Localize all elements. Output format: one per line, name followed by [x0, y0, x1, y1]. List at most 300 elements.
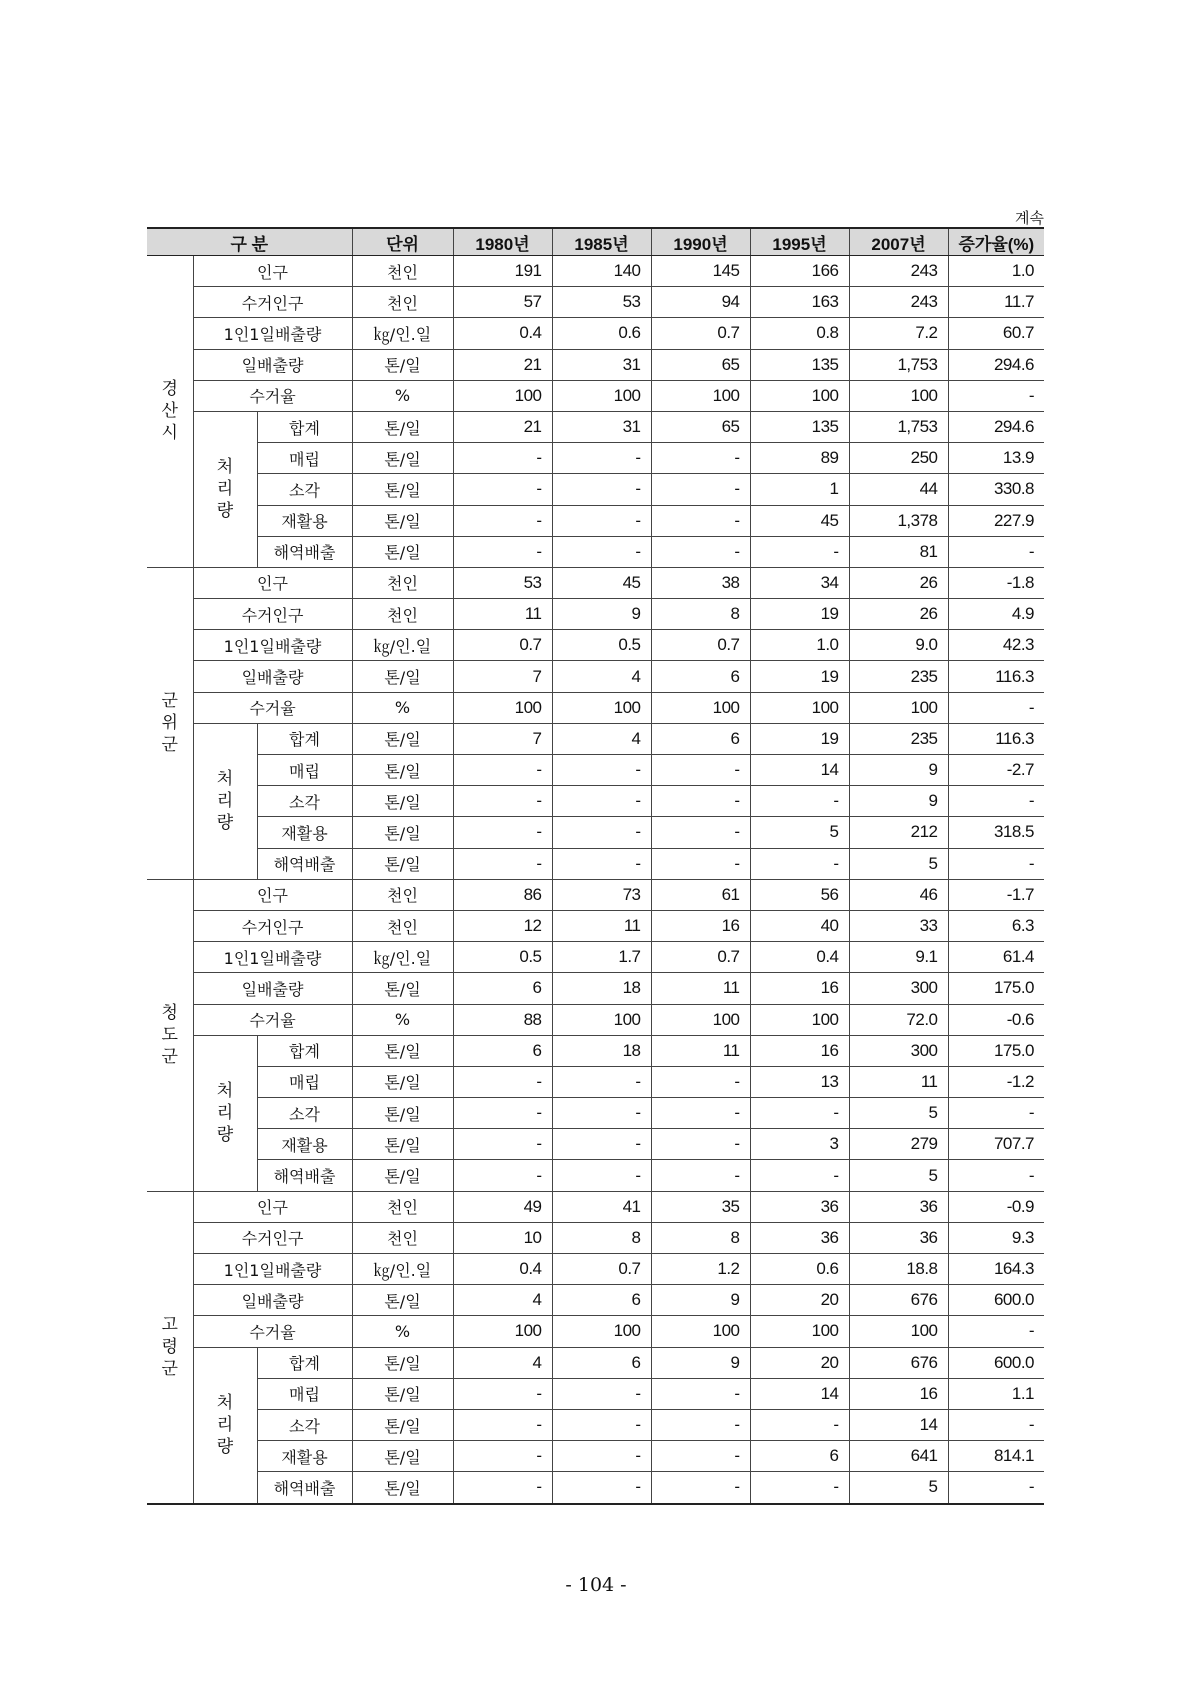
- value-cell: -: [552, 1472, 651, 1504]
- value-cell: 100: [651, 692, 750, 723]
- table-row: [147, 380, 1044, 411]
- header-row: [147, 228, 1044, 256]
- value-cell: 318.5: [948, 817, 1044, 848]
- value-cell: 9.1: [849, 942, 948, 973]
- value-cell: -: [552, 1129, 651, 1160]
- value-cell: 9: [651, 1347, 750, 1378]
- table-row: [147, 1191, 1044, 1222]
- value-cell: -: [651, 536, 750, 567]
- row-label: 수거인구: [193, 599, 352, 630]
- value-cell: 16: [849, 1378, 948, 1409]
- value-cell: 294.6: [948, 349, 1044, 380]
- unit-cell: ㎏/인.일: [352, 942, 453, 973]
- table-row: [147, 443, 1044, 474]
- value-cell: 65: [651, 349, 750, 380]
- table-row: [147, 1098, 1044, 1129]
- value-cell: -: [552, 1160, 651, 1191]
- row-label: 수거율: [193, 380, 352, 411]
- unit-cell: ㎏/인.일: [352, 1254, 453, 1285]
- table-row: [147, 817, 1044, 848]
- header-1995: 1995년: [750, 228, 849, 256]
- value-cell: 11: [651, 1035, 750, 1066]
- page-number: - 104 -: [565, 1574, 627, 1596]
- row-label: 합계: [257, 1035, 352, 1066]
- value-cell: 6: [552, 1285, 651, 1316]
- value-cell: 34: [750, 567, 849, 598]
- value-cell: 100: [453, 692, 552, 723]
- value-cell: 31: [552, 411, 651, 442]
- value-cell: 8: [651, 599, 750, 630]
- value-cell: 1.0: [750, 630, 849, 661]
- value-cell: 14: [849, 1409, 948, 1440]
- value-cell: 4: [453, 1347, 552, 1378]
- table-row: [147, 630, 1044, 661]
- table-row: [147, 1160, 1044, 1191]
- value-cell: 13.9: [948, 443, 1044, 474]
- row-label: 매립: [257, 1066, 352, 1097]
- value-cell: -: [651, 1472, 750, 1504]
- value-cell: 9: [849, 755, 948, 786]
- value-cell: -: [948, 380, 1044, 411]
- value-cell: 5: [849, 848, 948, 879]
- value-cell: 61.4: [948, 942, 1044, 973]
- value-cell: 65: [651, 411, 750, 442]
- value-cell: 89: [750, 443, 849, 474]
- value-cell: -: [651, 1066, 750, 1097]
- row-label: 합계: [257, 1347, 352, 1378]
- row-label: 인구: [193, 1191, 352, 1222]
- table-row: [147, 723, 1044, 754]
- row-label: 재활용: [257, 817, 352, 848]
- row-label: 소각: [257, 1098, 352, 1129]
- value-cell: 9.3: [948, 1222, 1044, 1253]
- value-cell: 60.7: [948, 318, 1044, 349]
- value-cell: 61: [651, 879, 750, 910]
- value-cell: 16: [651, 910, 750, 941]
- value-cell: -: [750, 1098, 849, 1129]
- table-row: [147, 318, 1044, 349]
- unit-cell: 톤/일: [352, 474, 453, 505]
- table-row: [147, 848, 1044, 879]
- treatment-label-cell: [193, 411, 257, 567]
- unit-cell: %: [352, 1004, 453, 1035]
- value-cell: -1.2: [948, 1066, 1044, 1097]
- continued-label: 계속: [1015, 209, 1044, 227]
- value-cell: 676: [849, 1285, 948, 1316]
- unit-cell: 천인: [352, 599, 453, 630]
- value-cell: 600.0: [948, 1285, 1044, 1316]
- value-cell: -: [453, 1160, 552, 1191]
- header-category: 구 분: [147, 228, 352, 256]
- value-cell: 36: [849, 1222, 948, 1253]
- value-cell: 0.7: [552, 1254, 651, 1285]
- value-cell: -: [552, 755, 651, 786]
- value-cell: 0.4: [750, 942, 849, 973]
- row-label: 해역배출: [257, 1472, 352, 1504]
- value-cell: 6: [651, 661, 750, 692]
- unit-cell: 톤/일: [352, 1378, 453, 1409]
- row-label: 1인1일배출량: [193, 942, 352, 973]
- value-cell: 100: [651, 380, 750, 411]
- unit-cell: 톤/일: [352, 411, 453, 442]
- table-row: [147, 692, 1044, 723]
- value-cell: -: [453, 443, 552, 474]
- row-label: 수거인구: [193, 910, 352, 941]
- value-cell: 100: [750, 1316, 849, 1347]
- value-cell: 41: [552, 1191, 651, 1222]
- value-cell: 641: [849, 1441, 948, 1472]
- unit-cell: 톤/일: [352, 1066, 453, 1097]
- value-cell: -: [552, 786, 651, 817]
- value-cell: 40: [750, 910, 849, 941]
- value-cell: 0.7: [651, 630, 750, 661]
- header-1990: 1990년: [651, 228, 750, 256]
- row-label: 매립: [257, 755, 352, 786]
- value-cell: 9: [552, 599, 651, 630]
- value-cell: 1.7: [552, 942, 651, 973]
- value-cell: -: [948, 536, 1044, 567]
- table-row: [147, 661, 1044, 692]
- value-cell: 235: [849, 723, 948, 754]
- value-cell: 18: [552, 1035, 651, 1066]
- value-cell: 57: [453, 287, 552, 318]
- value-cell: -: [651, 1409, 750, 1440]
- value-cell: -1.8: [948, 567, 1044, 598]
- value-cell: 116.3: [948, 723, 1044, 754]
- value-cell: -0.9: [948, 1191, 1044, 1222]
- value-cell: 0.5: [453, 942, 552, 973]
- value-cell: 5: [750, 817, 849, 848]
- value-cell: 100: [552, 380, 651, 411]
- table-row: [147, 1347, 1044, 1378]
- value-cell: -: [552, 1098, 651, 1129]
- treatment-label: 처리량: [216, 769, 234, 834]
- value-cell: -: [948, 692, 1044, 723]
- treatment-label: 처리량: [216, 457, 234, 522]
- value-cell: 100: [651, 1316, 750, 1347]
- value-cell: 8: [651, 1222, 750, 1253]
- value-cell: 19: [750, 661, 849, 692]
- row-label: 매립: [257, 443, 352, 474]
- region-name: 군위군: [161, 691, 178, 756]
- value-cell: 10: [453, 1222, 552, 1253]
- value-cell: 600.0: [948, 1347, 1044, 1378]
- value-cell: 4.9: [948, 599, 1044, 630]
- value-cell: -: [453, 817, 552, 848]
- table-row: [147, 879, 1044, 910]
- value-cell: 250: [849, 443, 948, 474]
- value-cell: 175.0: [948, 1035, 1044, 1066]
- row-label: 수거인구: [193, 1222, 352, 1253]
- header-2007: 2007년: [849, 228, 948, 256]
- value-cell: -: [651, 505, 750, 536]
- row-label: 수거율: [193, 692, 352, 723]
- value-cell: 5: [849, 1098, 948, 1129]
- treatment-label-cell: [193, 1035, 257, 1191]
- treatment-label: 처리량: [216, 1081, 234, 1146]
- treatment-label-cell: [193, 723, 257, 879]
- unit-cell: 톤/일: [352, 848, 453, 879]
- table-row: [147, 1066, 1044, 1097]
- table-row: [147, 1004, 1044, 1035]
- unit-cell: 톤/일: [352, 1472, 453, 1504]
- region-name: 청도군: [161, 1003, 178, 1068]
- value-cell: 26: [849, 599, 948, 630]
- value-cell: 1,753: [849, 349, 948, 380]
- value-cell: 330.8: [948, 474, 1044, 505]
- value-cell: -: [651, 443, 750, 474]
- value-cell: -: [948, 786, 1044, 817]
- unit-cell: 톤/일: [352, 1160, 453, 1191]
- value-cell: 300: [849, 973, 948, 1004]
- value-cell: -: [651, 755, 750, 786]
- unit-cell: 톤/일: [352, 1347, 453, 1378]
- value-cell: -: [750, 1472, 849, 1504]
- row-label: 해역배출: [257, 1160, 352, 1191]
- value-cell: 14: [750, 1378, 849, 1409]
- value-cell: 135: [750, 411, 849, 442]
- value-cell: 11: [849, 1066, 948, 1097]
- value-cell: 81: [849, 536, 948, 567]
- value-cell: 11: [552, 910, 651, 941]
- row-label: 일배출량: [193, 661, 352, 692]
- value-cell: 11: [651, 973, 750, 1004]
- value-cell: 135: [750, 349, 849, 380]
- value-cell: -: [948, 1160, 1044, 1191]
- row-label: 수거율: [193, 1004, 352, 1035]
- value-cell: -: [552, 1066, 651, 1097]
- value-cell: -: [651, 1441, 750, 1472]
- value-cell: 6: [552, 1347, 651, 1378]
- table-row: [147, 474, 1044, 505]
- row-label: 소각: [257, 786, 352, 817]
- table-body: [147, 256, 1044, 1504]
- value-cell: 0.6: [750, 1254, 849, 1285]
- value-cell: 4: [453, 1285, 552, 1316]
- value-cell: 227.9: [948, 505, 1044, 536]
- value-cell: 140: [552, 256, 651, 287]
- value-cell: -: [651, 848, 750, 879]
- unit-cell: 천인: [352, 1191, 453, 1222]
- value-cell: -: [651, 1129, 750, 1160]
- value-cell: -: [552, 817, 651, 848]
- unit-cell: 톤/일: [352, 786, 453, 817]
- value-cell: 0.6: [552, 318, 651, 349]
- value-cell: -: [552, 505, 651, 536]
- table-row: [147, 1316, 1044, 1347]
- value-cell: 1.0: [948, 256, 1044, 287]
- unit-cell: 톤/일: [352, 505, 453, 536]
- value-cell: -: [453, 1378, 552, 1409]
- value-cell: 33: [849, 910, 948, 941]
- unit-cell: %: [352, 692, 453, 723]
- value-cell: -: [651, 474, 750, 505]
- value-cell: -: [453, 1098, 552, 1129]
- value-cell: 3: [750, 1129, 849, 1160]
- value-cell: -: [651, 786, 750, 817]
- value-cell: 72.0: [849, 1004, 948, 1035]
- value-cell: 0.7: [651, 318, 750, 349]
- value-cell: 100: [849, 1316, 948, 1347]
- value-cell: 19: [750, 599, 849, 630]
- value-cell: 36: [750, 1191, 849, 1222]
- value-cell: 6: [453, 973, 552, 1004]
- table-row: [147, 1129, 1044, 1160]
- value-cell: 1.2: [651, 1254, 750, 1285]
- row-label: 인구: [193, 567, 352, 598]
- unit-cell: 톤/일: [352, 661, 453, 692]
- value-cell: 9: [849, 786, 948, 817]
- value-cell: -: [453, 505, 552, 536]
- value-cell: 100: [849, 692, 948, 723]
- row-label: 일배출량: [193, 349, 352, 380]
- value-cell: 191: [453, 256, 552, 287]
- row-label: 일배출량: [193, 973, 352, 1004]
- value-cell: 279: [849, 1129, 948, 1160]
- header-growth-rate: 증가율(%): [948, 228, 1044, 256]
- value-cell: 707.7: [948, 1129, 1044, 1160]
- header-unit: 단위: [352, 228, 453, 256]
- row-label: 해역배출: [257, 848, 352, 879]
- unit-cell: 천인: [352, 256, 453, 287]
- value-cell: 163: [750, 287, 849, 318]
- value-cell: 73: [552, 879, 651, 910]
- row-label: 해역배출: [257, 536, 352, 567]
- value-cell: 175.0: [948, 973, 1044, 1004]
- value-cell: 0.5: [552, 630, 651, 661]
- unit-cell: 톤/일: [352, 443, 453, 474]
- unit-cell: 톤/일: [352, 1285, 453, 1316]
- value-cell: -: [948, 1472, 1044, 1504]
- value-cell: 294.6: [948, 411, 1044, 442]
- table-row: [147, 599, 1044, 630]
- value-cell: 45: [552, 567, 651, 598]
- unit-cell: 톤/일: [352, 1129, 453, 1160]
- value-cell: 4: [552, 661, 651, 692]
- value-cell: 235: [849, 661, 948, 692]
- unit-cell: %: [352, 380, 453, 411]
- value-cell: 11.7: [948, 287, 1044, 318]
- value-cell: 35: [651, 1191, 750, 1222]
- value-cell: -: [651, 1098, 750, 1129]
- value-cell: -: [453, 1472, 552, 1504]
- unit-cell: 톤/일: [352, 536, 453, 567]
- table-row: [147, 1409, 1044, 1440]
- row-label: 수거율: [193, 1316, 352, 1347]
- value-cell: 94: [651, 287, 750, 318]
- value-cell: 1: [750, 474, 849, 505]
- unit-cell: 천인: [352, 567, 453, 598]
- value-cell: 814.1: [948, 1441, 1044, 1472]
- value-cell: 56: [750, 879, 849, 910]
- row-label: 소각: [257, 474, 352, 505]
- value-cell: -: [552, 474, 651, 505]
- unit-cell: 톤/일: [352, 755, 453, 786]
- value-cell: 86: [453, 879, 552, 910]
- table-row: [147, 1222, 1044, 1253]
- value-cell: 100: [750, 692, 849, 723]
- value-cell: 46: [849, 879, 948, 910]
- value-cell: 100: [750, 1004, 849, 1035]
- value-cell: 44: [849, 474, 948, 505]
- value-cell: -: [948, 848, 1044, 879]
- value-cell: 100: [750, 380, 849, 411]
- table-row: [147, 411, 1044, 442]
- value-cell: -: [453, 848, 552, 879]
- value-cell: 4: [552, 723, 651, 754]
- table-row: [147, 349, 1044, 380]
- value-cell: 100: [453, 1316, 552, 1347]
- value-cell: 49: [453, 1191, 552, 1222]
- value-cell: 45: [750, 505, 849, 536]
- value-cell: -1.7: [948, 879, 1044, 910]
- table-row: [147, 1378, 1044, 1409]
- table-row: [147, 1441, 1044, 1472]
- value-cell: -: [750, 848, 849, 879]
- value-cell: -: [453, 474, 552, 505]
- value-cell: -: [552, 443, 651, 474]
- value-cell: -: [453, 1066, 552, 1097]
- treatment-label-cell: [193, 1347, 257, 1503]
- value-cell: 8: [552, 1222, 651, 1253]
- table-row: [147, 1285, 1044, 1316]
- table-row: [147, 1035, 1044, 1066]
- row-label: 합계: [257, 723, 352, 754]
- unit-cell: ㎏/인.일: [352, 318, 453, 349]
- value-cell: -0.6: [948, 1004, 1044, 1035]
- row-label: 재활용: [257, 1129, 352, 1160]
- value-cell: 100: [552, 1316, 651, 1347]
- value-cell: 53: [453, 567, 552, 598]
- region-name: 경산시: [161, 379, 178, 444]
- unit-cell: 톤/일: [352, 723, 453, 754]
- row-label: 합계: [257, 411, 352, 442]
- row-label: 수거인구: [193, 287, 352, 318]
- header-1985: 1985년: [552, 228, 651, 256]
- region-name-cell: [147, 567, 193, 879]
- value-cell: 16: [750, 1035, 849, 1066]
- row-label: 1인1일배출량: [193, 318, 352, 349]
- value-cell: 164.3: [948, 1254, 1044, 1285]
- unit-cell: 톤/일: [352, 1035, 453, 1066]
- value-cell: 18: [552, 973, 651, 1004]
- row-label: 1인1일배출량: [193, 630, 352, 661]
- table-row: [147, 505, 1044, 536]
- value-cell: -2.7: [948, 755, 1044, 786]
- value-cell: 243: [849, 287, 948, 318]
- value-cell: -: [453, 1409, 552, 1440]
- value-cell: 100: [651, 1004, 750, 1035]
- value-cell: 53: [552, 287, 651, 318]
- value-cell: -: [750, 536, 849, 567]
- value-cell: 6.3: [948, 910, 1044, 941]
- unit-cell: 톤/일: [352, 1098, 453, 1129]
- value-cell: 6: [750, 1441, 849, 1472]
- value-cell: -: [552, 848, 651, 879]
- value-cell: -: [948, 1098, 1044, 1129]
- value-cell: 14: [750, 755, 849, 786]
- value-cell: 100: [849, 380, 948, 411]
- value-cell: 36: [750, 1222, 849, 1253]
- value-cell: 0.4: [453, 318, 552, 349]
- value-cell: 243: [849, 256, 948, 287]
- value-cell: 20: [750, 1347, 849, 1378]
- value-cell: -: [552, 1409, 651, 1440]
- value-cell: -: [948, 1409, 1044, 1440]
- value-cell: 100: [552, 1004, 651, 1035]
- region-name-cell: [147, 1191, 193, 1503]
- unit-cell: 톤/일: [352, 817, 453, 848]
